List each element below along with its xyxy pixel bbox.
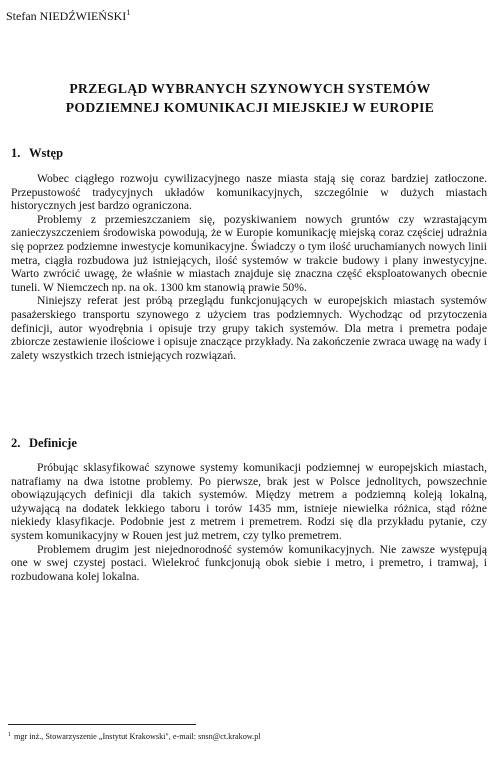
section-body-definicje (11, 461, 487, 583)
footnote-mark: 1 (8, 732, 11, 738)
section-heading-wstep (11, 146, 63, 160)
title-line-1: PRZEGLĄD WYBRANYCH SZYNOWYCH SYSTEMÓW (69, 81, 431, 96)
footnote (8, 732, 261, 742)
paragraph: Wobec ciągłego rozwoju cywilizacyjnego nasze miasta stają się coraz bardziej zatłoczone. Przepustowość tradycyjnych układów komunikacyjnych, szczególnie w dużych miastach historycznych jest bardzo ograniczona. (11, 172, 487, 213)
author-name: Stefan NIEDŹWIEŃSKI (6, 9, 127, 23)
author-line (6, 9, 130, 23)
section-number: 2. (11, 436, 21, 450)
section-heading-definicje (11, 436, 77, 450)
section-title: Definicje (29, 436, 77, 450)
paragraph: Problemem drugim jest niejednorodność systemów komunikacyjnych. Nie zawsze występują one w swej czystej postaci. Wielekroć funkcjonują obok siebie i metro, i premetro, i tramwaj, i rozbudowana kolej lokalna. (11, 542, 487, 583)
paper-title (0, 79, 500, 117)
paragraph: Niniejszy referat jest próbą przeglądu funkcjonujących w europejskich miastach systemów pasażerskiego transportu szynowego z użyciem tras podziemnych. Wychodząc od przytoczenia definicji, autor wyodrębnia i opisuje trzy grupy takich systemów. Dla metra i premetra podaje zbiorcze zestawienie ilościowe i opisuje znaczące przykłady. Na zakończenie zwraca uwagę na wady i zalety wszystkich trzech istniejących rozwiązań. (11, 294, 487, 362)
paragraph: Próbując sklasyfikować szynowe systemy komunikacji podziemnej w europejskich miastach, natrafiamy na dwa istotne problemy. Po pierwsze, brak jest w Polsce jednolitych, powszechnie obowiązujących definicji dla takich systemów. Między metrem a podziemną koleją lokalną, używającą na dodatek lekkiego taboru i torów 1435 mm, istnieje niewielka różnica, stąd różne niekiedy klasyfikacje. Podobnie jest z metrem i premetrem. Rodzi się dla przykładu pytanie, czy system komunikacyjny w Rouen jest już metrem, czy tylko premetrem. (11, 461, 487, 542)
title-line-2: PODZIEMNEJ KOMUNIKACJI MIEJSKIEJ W EUROPIE (65, 100, 435, 115)
footnote-divider (8, 724, 196, 725)
footnote-text: mgr inż., Stowarzyszenie „Instytut Krakowski", e-mail: snsn@ct.krakow.pl (14, 732, 261, 741)
section-body-wstep (11, 172, 487, 362)
author-footnote-mark: 1 (126, 8, 131, 17)
paragraph: Problemy z przemieszczaniem się, pozyskiwaniem nowych gruntów czy wzrastającym zanieczyszczeniem środowiska powodują, że w Europie komunikację miejską coraz częściej udrażnia się poprzez podziemne inwestycje komunikacyjne. Świadczy o tym ilość uruchamianych nowych linii metra, ciągła rozbudowa już istniejących, ilość systemów w trakcie budowy i plany inwestycyjne. Warto zwrócić uwagę, że właśnie w miastach znajduje się znaczna część eksploatowanych obecnie tuneli. W Niemczech np. na ok. 1300 km stanowią prawie 50%. (11, 212, 487, 294)
section-number: 1. (11, 146, 21, 160)
section-title: Wstęp (29, 146, 64, 160)
